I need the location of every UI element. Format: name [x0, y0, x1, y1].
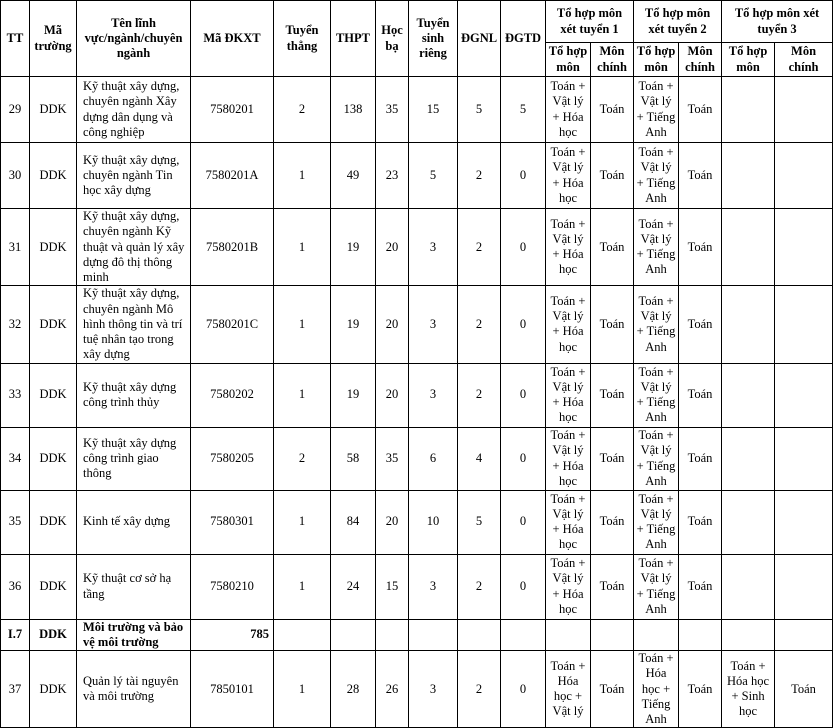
cell-thpt: 24	[331, 554, 376, 619]
cell-tuyen-sinh-rieng: 5	[409, 143, 458, 209]
cell-mon-chinh-1: Toán	[591, 209, 634, 286]
cell-dgtd: 0	[501, 363, 546, 427]
header-ma-truong: Mã trường	[30, 1, 77, 77]
table-row	[1, 286, 833, 363]
cell-dgtd: 0	[501, 286, 546, 363]
cell-dgnl: 5	[458, 490, 501, 554]
header-ma-dkxt: Mã ĐKXT	[191, 1, 274, 77]
cell-to-hop-2: Toán + Vật lý + Tiếng Anh	[634, 554, 679, 619]
cell-mon-chinh-2: Toán	[679, 554, 722, 619]
cell-to-hop-1: Toán + Vật lý + Hóa học	[546, 77, 591, 143]
header-row	[1, 1, 833, 43]
cell-hoc-ba: 15	[376, 554, 409, 619]
cell-to-hop-3: Toán + Hóa học + Sinh học	[722, 651, 775, 728]
cell-hoc-ba: 26	[376, 651, 409, 728]
cell-dgnl: 2	[458, 143, 501, 209]
header-to-hop-mon-2: Tổ hợp môn	[634, 43, 679, 77]
cell-mon-chinh-2: Toán	[679, 286, 722, 363]
cell-mon-chinh-1: Toán	[591, 143, 634, 209]
cell-dgtd: 0	[501, 490, 546, 554]
cell-thpt: 19	[331, 209, 376, 286]
table-row	[1, 651, 833, 728]
cell-ma-dkxt: 7580201C	[191, 286, 274, 363]
header-tt: TT	[1, 1, 30, 77]
cell-tuyen-thang: 2	[274, 77, 331, 143]
cell-to-hop-1: Toán + Vật lý + Hóa học	[546, 427, 591, 490]
cell-dgtd: 0	[501, 427, 546, 490]
cell-to-hop-1: Toán + Vật lý + Hóa học	[546, 554, 591, 619]
cell-dgnl: 2	[458, 363, 501, 427]
table-row	[1, 427, 833, 490]
cell-ma-truong: DDK	[30, 286, 77, 363]
cell-mon-chinh-3	[775, 554, 833, 619]
cell-dgnl: 5	[458, 77, 501, 143]
cell-dgnl: 2	[458, 651, 501, 728]
cell-to-hop-3	[722, 77, 775, 143]
cell-dgtd: 0	[501, 209, 546, 286]
cell-dgtd: 0	[501, 143, 546, 209]
header-thpt: THPT	[331, 1, 376, 77]
cell-to-hop-3	[722, 363, 775, 427]
cell-mon-chinh-1: Toán	[591, 651, 634, 728]
cell-hoc-ba: 20	[376, 363, 409, 427]
cell-mon-chinh-3	[775, 77, 833, 143]
header-tuyen-thang: Tuyển thẳng	[274, 1, 331, 77]
cell-ma-truong: DDK	[30, 363, 77, 427]
cell-to-hop-2: Toán + Vật lý + Tiếng Anh	[634, 286, 679, 363]
cell-to-hop-2: Toán + Hóa học + Tiếng Anh	[634, 651, 679, 728]
cell-ten-nganh: Kỹ thuật xây dựng công trình giao thông	[77, 427, 191, 490]
section-title: Môi trường và bảo vệ môi trường	[77, 619, 191, 651]
header-dgtd: ĐGTD	[501, 1, 546, 77]
cell-ma-truong: DDK	[30, 143, 77, 209]
cell-tt: 30	[1, 143, 30, 209]
cell-dgnl: 4	[458, 427, 501, 490]
cell-ma-dkxt: 7580201A	[191, 143, 274, 209]
cell-dgnl: 2	[458, 554, 501, 619]
cell-tuyen-sinh-rieng: 3	[409, 209, 458, 286]
cell-mon-chinh-1: Toán	[591, 286, 634, 363]
cell-ma-truong: DDK	[30, 209, 77, 286]
cell-dgtd: 0	[501, 651, 546, 728]
cell-to-hop-2: Toán + Vật lý + Tiếng Anh	[634, 143, 679, 209]
cell-ten-nganh: Quản lý tài nguyên và môi trường	[77, 651, 191, 728]
cell-thpt: 49	[331, 143, 376, 209]
cell-mon-chinh-3	[775, 490, 833, 554]
cell-ma-dkxt: 7580201B	[191, 209, 274, 286]
cell-to-hop-1: Toán + Vật lý + Hóa học	[546, 286, 591, 363]
cell-tt: 33	[1, 363, 30, 427]
cell-mon-chinh-3	[775, 363, 833, 427]
cell-thpt: 84	[331, 490, 376, 554]
cell-to-hop-2: Toán + Vật lý + Tiếng Anh	[634, 77, 679, 143]
cell-to-hop-1: Toán + Vật lý + Hóa học	[546, 363, 591, 427]
table-row	[1, 143, 833, 209]
cell-to-hop-3	[722, 554, 775, 619]
cell-hoc-ba: 35	[376, 77, 409, 143]
cell-to-hop-3	[722, 209, 775, 286]
cell-tuyen-sinh-rieng: 3	[409, 554, 458, 619]
cell-mon-chinh-2: Toán	[679, 427, 722, 490]
cell-ten-nganh: Kỹ thuật xây dựng, chuyên ngành Kỹ thuật và quản lý xây dựng đô thị thông minh	[77, 209, 191, 286]
cell-hoc-ba: 20	[376, 286, 409, 363]
table-row	[1, 209, 833, 286]
header-mon-chinh-3: Môn chính	[775, 43, 833, 77]
section-row	[1, 619, 833, 651]
cell-thpt: 19	[331, 363, 376, 427]
section-tt: I.7	[1, 619, 30, 651]
cell-mon-chinh-1: Toán	[591, 363, 634, 427]
table-row	[1, 77, 833, 143]
cell-to-hop-3	[722, 286, 775, 363]
cell-mon-chinh-1: Toán	[591, 77, 634, 143]
cell-hoc-ba: 20	[376, 490, 409, 554]
cell-tuyen-thang: 1	[274, 651, 331, 728]
cell-tuyen-thang: 1	[274, 286, 331, 363]
cell-tuyen-thang: 1	[274, 490, 331, 554]
cell-mon-chinh-2: Toán	[679, 363, 722, 427]
cell-dgtd: 0	[501, 554, 546, 619]
table-row	[1, 363, 833, 427]
table-row	[1, 554, 833, 619]
cell-tuyen-sinh-rieng: 3	[409, 286, 458, 363]
cell-mon-chinh-1: Toán	[591, 427, 634, 490]
cell-thpt: 58	[331, 427, 376, 490]
cell-tt: 31	[1, 209, 30, 286]
cell-to-hop-1: Toán + Vật lý + Hóa học	[546, 143, 591, 209]
cell-to-hop-3	[722, 490, 775, 554]
cell-ten-nganh: Kỹ thuật xây dựng, chuyên ngành Mô hình thông tin và trí tuệ nhân tạo trong xây dựng	[77, 286, 191, 363]
header-tuyen-sinh-rieng: Tuyển sinh riêng	[409, 1, 458, 77]
cell-tt: 37	[1, 651, 30, 728]
header-ten-nganh: Tên lĩnh vực/ngành/chuyên ngành	[77, 1, 191, 77]
cell-to-hop-2: Toán + Vật lý + Tiếng Anh	[634, 363, 679, 427]
cell-ma-truong: DDK	[30, 77, 77, 143]
header-mon-chinh-2: Môn chính	[679, 43, 722, 77]
cell-ten-nganh: Kỹ thuật xây dựng công trình thủy	[77, 363, 191, 427]
header-to-hop-1: Tổ hợp môn xét tuyển 1	[546, 1, 634, 43]
cell-to-hop-3	[722, 427, 775, 490]
cell-mon-chinh-3	[775, 143, 833, 209]
cell-tuyen-sinh-rieng: 10	[409, 490, 458, 554]
cell-hoc-ba: 35	[376, 427, 409, 490]
cell-ten-nganh: Kỹ thuật xây dựng, chuyên ngành Xây dựng dân dụng và công nghiệp	[77, 77, 191, 143]
cell-to-hop-2: Toán + Vật lý + Tiếng Anh	[634, 427, 679, 490]
cell-ma-truong: DDK	[30, 554, 77, 619]
cell-ten-nganh: Kinh tế xây dựng	[77, 490, 191, 554]
cell-mon-chinh-3	[775, 427, 833, 490]
cell-ma-dkxt: 7580201	[191, 77, 274, 143]
cell-dgtd: 5	[501, 77, 546, 143]
cell-tuyen-thang: 1	[274, 554, 331, 619]
cell-mon-chinh-2: Toán	[679, 77, 722, 143]
table-row	[1, 490, 833, 554]
cell-mon-chinh-2: Toán	[679, 209, 722, 286]
cell-to-hop-1: Toán + Vật lý + Hóa học	[546, 209, 591, 286]
cell-ma-truong: DDK	[30, 651, 77, 728]
cell-tuyen-thang: 2	[274, 427, 331, 490]
cell-thpt: 19	[331, 286, 376, 363]
cell-dgnl: 2	[458, 286, 501, 363]
cell-mon-chinh-3	[775, 209, 833, 286]
header-to-hop-3: Tổ hợp môn xét tuyển 3	[722, 1, 833, 43]
cell-to-hop-2: Toán + Vật lý + Tiếng Anh	[634, 209, 679, 286]
section-total: 785	[191, 619, 274, 651]
cell-tuyen-sinh-rieng: 3	[409, 363, 458, 427]
cell-mon-chinh-1: Toán	[591, 490, 634, 554]
cell-mon-chinh-3: Toán	[775, 651, 833, 728]
cell-tuyen-thang: 1	[274, 363, 331, 427]
cell-thpt: 138	[331, 77, 376, 143]
cell-tuyen-sinh-rieng: 3	[409, 651, 458, 728]
cell-mon-chinh-2: Toán	[679, 651, 722, 728]
cell-tuyen-sinh-rieng: 6	[409, 427, 458, 490]
cell-to-hop-3	[722, 143, 775, 209]
cell-hoc-ba: 23	[376, 143, 409, 209]
cell-tt: 34	[1, 427, 30, 490]
cell-ma-dkxt: 7580210	[191, 554, 274, 619]
cell-ma-dkxt: 7580202	[191, 363, 274, 427]
cell-tuyen-thang: 1	[274, 143, 331, 209]
header-dgnl: ĐGNL	[458, 1, 501, 77]
cell-ma-dkxt: 7850101	[191, 651, 274, 728]
cell-ma-dkxt: 7580205	[191, 427, 274, 490]
cell-thpt: 28	[331, 651, 376, 728]
header-to-hop-2: Tổ hợp môn xét tuyển 2	[634, 1, 722, 43]
cell-to-hop-1: Toán + Vật lý + Hóa học	[546, 490, 591, 554]
cell-ma-truong: DDK	[30, 427, 77, 490]
header-hoc-ba: Học bạ	[376, 1, 409, 77]
header-to-hop-mon-3: Tổ hợp môn	[722, 43, 775, 77]
cell-hoc-ba: 20	[376, 209, 409, 286]
cell-dgnl: 2	[458, 209, 501, 286]
cell-mon-chinh-3	[775, 286, 833, 363]
cell-tt: 32	[1, 286, 30, 363]
cell-ma-dkxt: 7580301	[191, 490, 274, 554]
header-to-hop-mon-1: Tổ hợp môn	[546, 43, 591, 77]
cell-ten-nganh: Kỹ thuật cơ sở hạ tầng	[77, 554, 191, 619]
cell-tt: 29	[1, 77, 30, 143]
section-ma-truong: DDK	[30, 619, 77, 651]
cell-tuyen-thang: 1	[274, 209, 331, 286]
header-mon-chinh-1: Môn chính	[591, 43, 634, 77]
cell-to-hop-2: Toán + Vật lý + Tiếng Anh	[634, 490, 679, 554]
cell-mon-chinh-2: Toán	[679, 143, 722, 209]
cell-mon-chinh-2: Toán	[679, 490, 722, 554]
cell-tuyen-sinh-rieng: 15	[409, 77, 458, 143]
cell-mon-chinh-1: Toán	[591, 554, 634, 619]
cell-ma-truong: DDK	[30, 490, 77, 554]
cell-to-hop-1: Toán + Hóa học + Vật lý	[546, 651, 591, 728]
cell-ten-nganh: Kỹ thuật xây dựng, chuyên ngành Tin học xây dựng	[77, 143, 191, 209]
cell-tt: 36	[1, 554, 30, 619]
cell-tt: 35	[1, 490, 30, 554]
